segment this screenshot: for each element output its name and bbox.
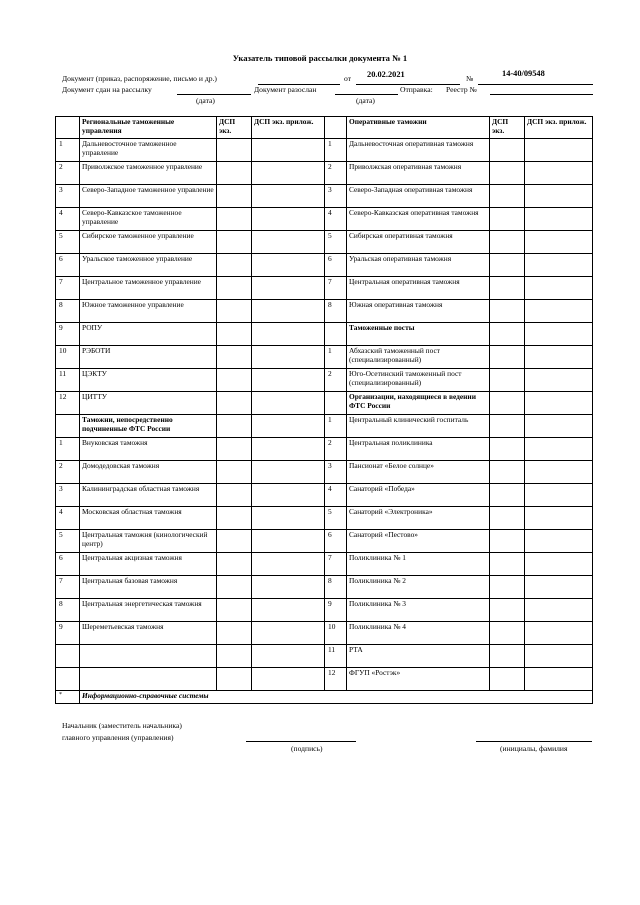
right-row-number: 5 <box>325 507 347 530</box>
right-org-name: Поликлиника № 4 <box>347 622 490 645</box>
left-org-name: Калининградская областная таможня <box>80 484 217 507</box>
right-org-name: Санаторий «Электроника» <box>347 507 490 530</box>
left-dsp-copies-cell <box>217 208 252 231</box>
table-row <box>56 185 593 208</box>
left-org-name: Сибирское таможенное управление <box>80 231 217 254</box>
right-dsp-appendix-cell <box>525 139 593 162</box>
left-org-name: ЦЭКТУ <box>80 369 217 392</box>
left-dsp-copies-cell <box>217 369 252 392</box>
info-systems-label: Информационно-справочные системы <box>80 691 593 704</box>
left-org-name: Приволжское таможенное управление <box>80 162 217 185</box>
left-org-name: Таможни, непосредственно подчиненные ФТС России <box>80 415 217 438</box>
right-dsp-appendix-cell <box>525 369 593 392</box>
table-row <box>56 277 593 300</box>
number-label: № <box>466 74 474 83</box>
left-dsp-appendix-cell <box>252 461 325 484</box>
left-dsp-copies-cell <box>217 622 252 645</box>
left-dsp-appendix-cell <box>252 346 325 369</box>
right-row-number: 2 <box>325 369 347 392</box>
left-org-name: РЭБОТИ <box>80 346 217 369</box>
right-row-number <box>325 392 347 415</box>
left-dsp-copies-cell <box>217 461 252 484</box>
table-row <box>56 668 593 691</box>
left-dsp-copies-cell <box>217 346 252 369</box>
sent-date-caption: (дата) <box>356 96 375 105</box>
right-dsp-copies-cell <box>490 622 525 645</box>
right-org-name: Абхазский таможенный пост (специализированный) <box>347 346 490 369</box>
name-caption: (инициалы, фамилия <box>500 744 568 753</box>
right-dsp-copies-cell <box>490 369 525 392</box>
left-org-name: Домодедовская таможня <box>80 461 217 484</box>
table-row <box>56 599 593 622</box>
left-dsp-appendix-cell <box>252 392 325 415</box>
signature-position-line1: Начальник (заместитель начальника) <box>62 721 182 730</box>
right-row-number: 2 <box>325 162 347 185</box>
right-dsp-copies-cell <box>490 300 525 323</box>
left-dsp-appendix-cell <box>252 415 325 438</box>
right-dsp-appendix-cell <box>525 507 593 530</box>
right-org-name: Пансионат «Белое солнце» <box>347 461 490 484</box>
right-row-number: 10 <box>325 622 347 645</box>
right-dsp-appendix-cell <box>525 461 593 484</box>
table-row <box>56 530 593 553</box>
left-dsp-appendix-cell <box>252 645 325 668</box>
table-row <box>56 461 593 484</box>
left-dsp-copies-cell <box>217 484 252 507</box>
left-dsp-copies-cell <box>217 300 252 323</box>
sent-underline <box>335 94 398 95</box>
left-dsp-appendix-cell <box>252 277 325 300</box>
left-dsp-copies-cell <box>217 323 252 346</box>
right-dsp-copies-cell <box>490 254 525 277</box>
submitted-underline <box>177 94 251 95</box>
left-org-name: Центральная таможня (кинологический центр) <box>80 530 217 553</box>
table-row <box>56 576 593 599</box>
right-dsp-copies-cell <box>490 139 525 162</box>
left-row-number <box>56 415 80 438</box>
table-row <box>56 415 593 438</box>
signature-underline <box>246 741 356 742</box>
right-org-name: ФГУП «Ростэк» <box>347 668 490 691</box>
left-dsp-appendix-cell <box>252 576 325 599</box>
header-cell: ДСП экз. прилож. <box>252 117 325 139</box>
left-org-name: Южное таможенное управление <box>80 300 217 323</box>
right-dsp-copies-cell <box>490 162 525 185</box>
left-dsp-copies-cell <box>217 553 252 576</box>
right-dsp-appendix-cell <box>525 484 593 507</box>
right-row-number: 8 <box>325 300 347 323</box>
right-dsp-appendix-cell <box>525 231 593 254</box>
right-dsp-appendix-cell <box>525 277 593 300</box>
document-date: 20.02.2021 <box>367 70 405 79</box>
left-row-number: 4 <box>56 208 80 231</box>
dispatch-label: Отправка: <box>400 85 433 94</box>
right-dsp-copies-cell <box>490 323 525 346</box>
left-row-number: 10 <box>56 346 80 369</box>
table-row <box>56 162 593 185</box>
right-org-name: Организации, находящиеся в ведении ФТС России <box>347 392 490 415</box>
left-dsp-appendix-cell <box>252 208 325 231</box>
right-dsp-copies-cell <box>490 530 525 553</box>
right-dsp-copies-cell <box>490 346 525 369</box>
right-dsp-copies-cell <box>490 438 525 461</box>
right-dsp-copies-cell <box>490 599 525 622</box>
left-org-name: Северо-Западное таможенное управление <box>80 185 217 208</box>
info-systems-mark: * <box>56 691 80 704</box>
right-row-number <box>325 323 347 346</box>
right-dsp-appendix-cell <box>525 530 593 553</box>
left-org-name: Центральное таможенное управление <box>80 277 217 300</box>
table-row <box>56 484 593 507</box>
right-dsp-appendix-cell <box>525 438 593 461</box>
right-dsp-copies-cell <box>490 484 525 507</box>
left-dsp-copies-cell <box>217 277 252 300</box>
left-dsp-appendix-cell <box>252 369 325 392</box>
header-cell <box>56 117 80 139</box>
table-row <box>56 139 593 162</box>
left-dsp-copies-cell <box>217 162 252 185</box>
submitted-label: Документ сдан на рассылку <box>62 85 152 94</box>
left-org-name: Шереметьевская таможня <box>80 622 217 645</box>
left-row-number: 8 <box>56 599 80 622</box>
left-org-name: Северо-Кавказское таможенное управление <box>80 208 217 231</box>
right-org-name: Центральный клинический госпиталь <box>347 415 490 438</box>
right-org-name: Юго-Осетинский таможенный пост (специализированный) <box>347 369 490 392</box>
document-type-label: Документ (приказ, распоряжение, письмо и др.) <box>62 74 217 83</box>
left-dsp-copies-cell <box>217 231 252 254</box>
right-dsp-copies-cell <box>490 392 525 415</box>
table-row <box>56 346 593 369</box>
left-org-name: Уральское таможенное управление <box>80 254 217 277</box>
left-dsp-appendix-cell <box>252 162 325 185</box>
left-dsp-copies-cell <box>217 415 252 438</box>
right-dsp-appendix-cell <box>525 576 593 599</box>
right-dsp-appendix-cell <box>525 599 593 622</box>
table-row <box>56 254 593 277</box>
right-dsp-copies-cell <box>490 668 525 691</box>
left-row-number: 2 <box>56 162 80 185</box>
table-row <box>56 208 593 231</box>
right-dsp-copies-cell <box>490 277 525 300</box>
right-row-number: 5 <box>325 231 347 254</box>
header-cell <box>325 117 347 139</box>
table-row <box>56 438 593 461</box>
registry-underline <box>490 94 593 95</box>
right-org-name: Приволжская оперативная таможня <box>347 162 490 185</box>
right-row-number: 1 <box>325 139 347 162</box>
right-row-number: 12 <box>325 668 347 691</box>
right-org-name: Санаторий «Пестово» <box>347 530 490 553</box>
left-row-number: 8 <box>56 300 80 323</box>
left-row-number <box>56 668 80 691</box>
right-dsp-appendix-cell <box>525 645 593 668</box>
right-row-number: 6 <box>325 530 347 553</box>
left-dsp-copies-cell <box>217 185 252 208</box>
right-dsp-appendix-cell <box>525 668 593 691</box>
right-org-name: Северо-Кавказская оперативная таможня <box>347 208 490 231</box>
left-row-number: 12 <box>56 392 80 415</box>
header-cell: ДСП экз. <box>217 117 252 139</box>
left-dsp-appendix-cell <box>252 254 325 277</box>
info-systems-row <box>56 691 593 704</box>
right-org-name: Поликлиника № 2 <box>347 576 490 599</box>
left-dsp-appendix-cell <box>252 668 325 691</box>
left-row-number: 2 <box>56 461 80 484</box>
table-row <box>56 369 593 392</box>
left-org-name: Центральная акцизная таможня <box>80 553 217 576</box>
left-dsp-copies-cell <box>217 507 252 530</box>
number-underline <box>478 84 593 85</box>
right-row-number: 4 <box>325 484 347 507</box>
right-dsp-appendix-cell <box>525 185 593 208</box>
left-row-number: 9 <box>56 622 80 645</box>
right-dsp-appendix-cell <box>525 323 593 346</box>
right-row-number: 3 <box>325 461 347 484</box>
document-title: Указатель типовой рассылки документа № 1 <box>232 53 408 63</box>
left-row-number: 11 <box>56 369 80 392</box>
left-org-name: Дальневосточное таможенное управление <box>80 139 217 162</box>
right-org-name: Поликлиника № 1 <box>347 553 490 576</box>
right-dsp-copies-cell <box>490 553 525 576</box>
table-row <box>56 622 593 645</box>
right-row-number: 2 <box>325 438 347 461</box>
left-org-name <box>80 645 217 668</box>
right-org-name: РТА <box>347 645 490 668</box>
right-dsp-appendix-cell <box>525 346 593 369</box>
left-row-number: 7 <box>56 277 80 300</box>
signature-caption: (подпись) <box>291 744 323 753</box>
right-dsp-copies-cell <box>490 208 525 231</box>
left-org-name: РОПУ <box>80 323 217 346</box>
left-org-name <box>80 668 217 691</box>
right-row-number: 7 <box>325 553 347 576</box>
left-dsp-appendix-cell <box>252 139 325 162</box>
left-row-number: 3 <box>56 484 80 507</box>
left-dsp-copies-cell <box>217 599 252 622</box>
left-org-name: Центральная энергетическая таможня <box>80 599 217 622</box>
left-row-number: 6 <box>56 553 80 576</box>
right-org-name: Дальневосточная оперативная таможня <box>347 139 490 162</box>
left-dsp-copies-cell <box>217 139 252 162</box>
left-row-number: 6 <box>56 254 80 277</box>
left-row-number: 5 <box>56 231 80 254</box>
table-row <box>56 645 593 668</box>
from-label: от <box>344 74 352 83</box>
left-dsp-copies-cell <box>217 668 252 691</box>
header-cell: Региональные таможенные управления <box>80 117 217 139</box>
right-dsp-appendix-cell <box>525 415 593 438</box>
right-row-number: 8 <box>325 576 347 599</box>
left-dsp-appendix-cell <box>252 507 325 530</box>
right-org-name: Южная оперативная таможня <box>347 300 490 323</box>
right-org-name: Санаторий «Победа» <box>347 484 490 507</box>
right-row-number: 9 <box>325 599 347 622</box>
right-row-number: 11 <box>325 645 347 668</box>
table-row <box>56 553 593 576</box>
table-row <box>56 300 593 323</box>
left-row-number <box>56 645 80 668</box>
right-row-number: 1 <box>325 346 347 369</box>
left-dsp-copies-cell <box>217 254 252 277</box>
left-row-number: 1 <box>56 438 80 461</box>
right-dsp-appendix-cell <box>525 162 593 185</box>
right-dsp-copies-cell <box>490 645 525 668</box>
left-dsp-appendix-cell <box>252 484 325 507</box>
right-row-number: 1 <box>325 415 347 438</box>
submitted-date-caption: (дата) <box>196 96 215 105</box>
header-cell: ДСП экз. прилож. <box>525 117 593 139</box>
right-dsp-appendix-cell <box>525 622 593 645</box>
left-dsp-copies-cell <box>217 645 252 668</box>
right-org-name: Таможенные посты <box>347 323 490 346</box>
left-org-name: Московская областная таможня <box>80 507 217 530</box>
left-org-name: Центральная базовая таможня <box>80 576 217 599</box>
table-row <box>56 392 593 415</box>
left-dsp-copies-cell <box>217 530 252 553</box>
sent-label: Документ разослан <box>254 85 317 94</box>
left-dsp-copies-cell <box>217 392 252 415</box>
right-dsp-copies-cell <box>490 231 525 254</box>
left-dsp-appendix-cell <box>252 530 325 553</box>
left-dsp-appendix-cell <box>252 438 325 461</box>
left-dsp-appendix-cell <box>252 323 325 346</box>
document-number: 14-40/09548 <box>502 69 545 78</box>
right-row-number: 6 <box>325 254 347 277</box>
signature-position-line2: главного управления (управления) <box>62 733 174 742</box>
left-org-name: Внуковская таможня <box>80 438 217 461</box>
right-row-number: 4 <box>325 208 347 231</box>
right-dsp-copies-cell <box>490 415 525 438</box>
right-dsp-appendix-cell <box>525 300 593 323</box>
right-dsp-copies-cell <box>490 507 525 530</box>
right-org-name: Уральская оперативная таможня <box>347 254 490 277</box>
right-row-number: 3 <box>325 185 347 208</box>
left-org-name: ЦИТТУ <box>80 392 217 415</box>
left-dsp-appendix-cell <box>252 300 325 323</box>
right-org-name: Северо-Западная оперативная таможня <box>347 185 490 208</box>
right-dsp-appendix-cell <box>525 553 593 576</box>
right-dsp-copies-cell <box>490 461 525 484</box>
header-cell: Оперативные таможни <box>347 117 490 139</box>
left-row-number: 4 <box>56 507 80 530</box>
right-dsp-appendix-cell <box>525 208 593 231</box>
table-row <box>56 323 593 346</box>
distribution-table <box>55 116 593 704</box>
table-row <box>56 507 593 530</box>
right-dsp-copies-cell <box>490 185 525 208</box>
name-underline <box>476 741 592 742</box>
left-row-number: 3 <box>56 185 80 208</box>
right-org-name: Центральная поликлиника <box>347 438 490 461</box>
left-dsp-appendix-cell <box>252 231 325 254</box>
right-dsp-appendix-cell <box>525 254 593 277</box>
left-dsp-appendix-cell <box>252 622 325 645</box>
right-org-name: Сибирская оперативная таможня <box>347 231 490 254</box>
left-row-number: 1 <box>56 139 80 162</box>
left-dsp-copies-cell <box>217 438 252 461</box>
left-row-number: 7 <box>56 576 80 599</box>
left-dsp-appendix-cell <box>252 599 325 622</box>
header-cell: ДСП экз. <box>490 117 525 139</box>
right-org-name: Поликлиника № 3 <box>347 599 490 622</box>
left-dsp-copies-cell <box>217 576 252 599</box>
table-row <box>56 231 593 254</box>
right-org-name: Центральная оперативная таможня <box>347 277 490 300</box>
table-header-row <box>56 117 593 139</box>
registry-label: Реестр № <box>446 85 477 94</box>
left-row-number: 5 <box>56 530 80 553</box>
left-row-number: 9 <box>56 323 80 346</box>
left-dsp-appendix-cell <box>252 553 325 576</box>
right-dsp-appendix-cell <box>525 392 593 415</box>
right-dsp-copies-cell <box>490 576 525 599</box>
right-row-number: 7 <box>325 277 347 300</box>
left-dsp-appendix-cell <box>252 185 325 208</box>
